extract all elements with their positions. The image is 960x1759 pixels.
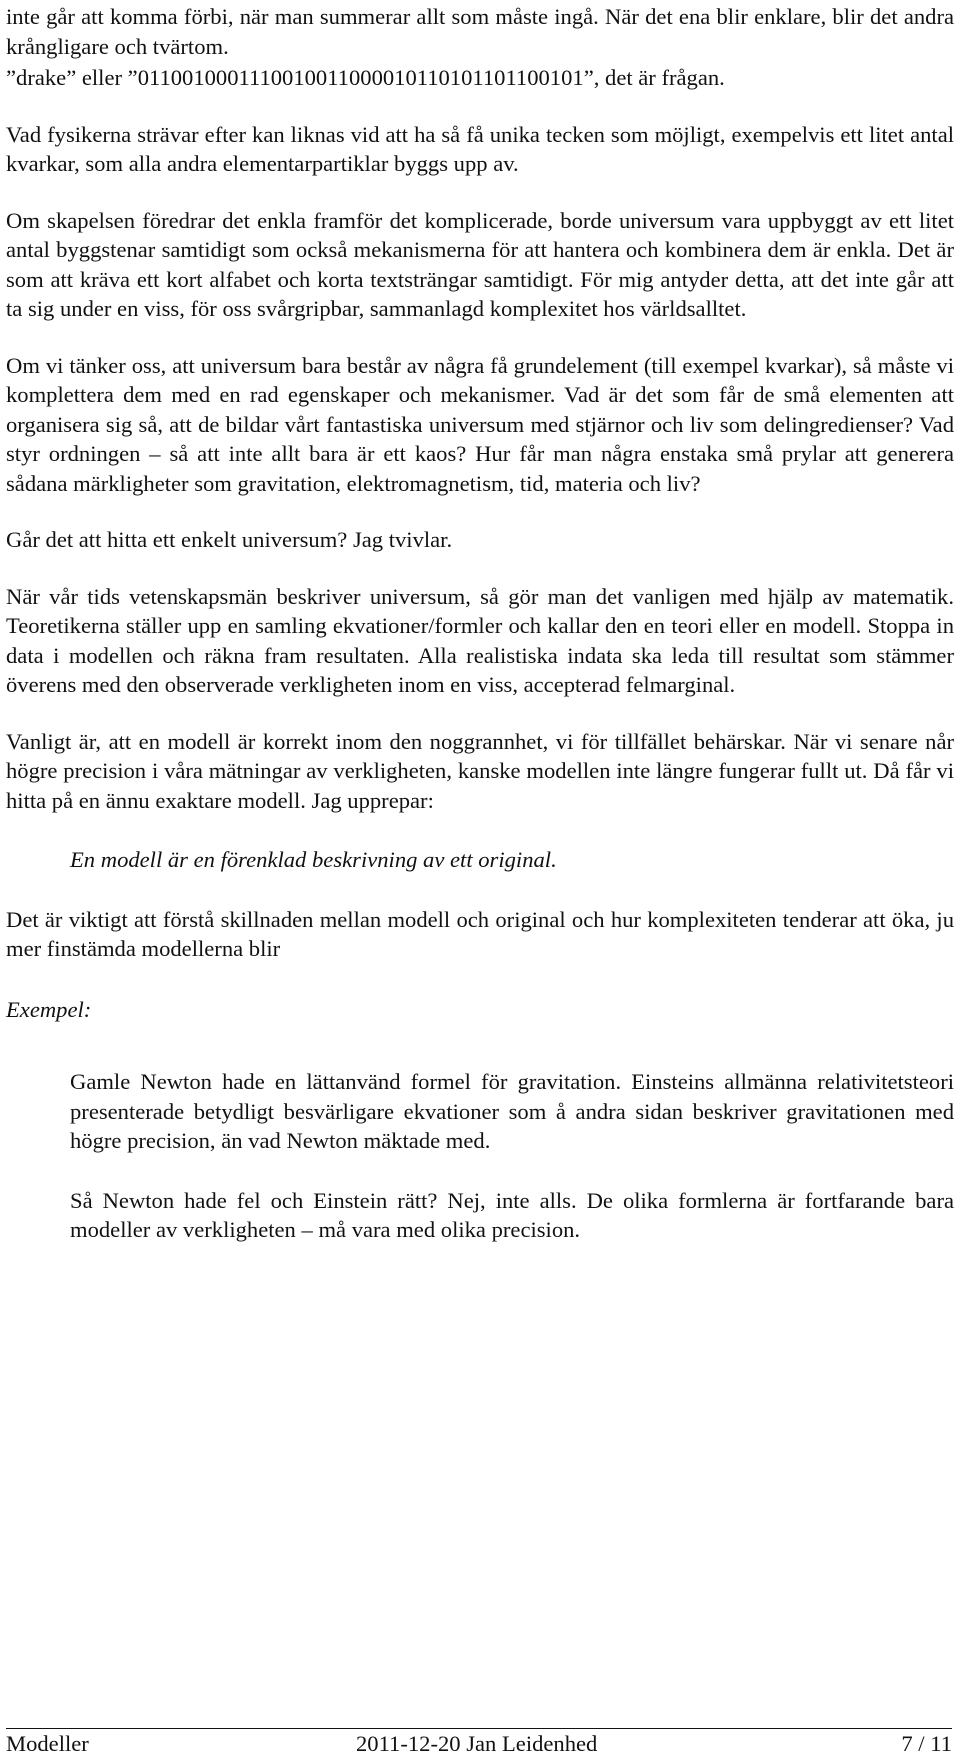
paragraph-simple-universe: Går det att hitta ett enkelt universum? Jag tvivlar. [6,527,453,552]
paragraph-universe-elements: Om vi tänker oss, att universum bara består av några få grundelement (till exempel kvarkar), så måste vi komplettera dem med en rad egenskaper och mekanismer. Vad är det som får de små elementen att organisera sig så, att de bildar vårt fantastiska universum med stjärnor och liv som delingredienser? Vad styr ordningen – så att inte allt bara är ett kaos? Hur får man några enstaka små prylar att generera sådana märkligheter som gravitation, elektromagnetism, tid, materia och liv? [6,352,954,496]
paragraph-scientists-math: När vår tids vetenskapsmän beskriver universum, så gör man det vanligen med hjälp av matematik. Teoretikerna ställer upp en samling ekvationer/formler och kallar den en teori eller en modell. Stoppa in data i modellen och räkna fram resultaten. Alla realistiska indata ska leda till resultat som stämmer överens med den observerade verkligheten inom en viss, accepterad felmarginal. [6,583,954,697]
footer-title: Modeller [6,1731,89,1756]
paragraph-newton-wrong: Så Newton hade fel och Einstein rätt? Nej, inte alls. De olika formlerna är fortfarande bara modeller av verkligheten – må vara med olika precision. [70,1187,954,1242]
page-footer [6,1728,952,1759]
quote-model-definition: En modell är en förenklad beskrivning av ett original. [70,847,557,872]
paragraph-newton-einstein: Gamle Newton hade en lättanvänd formel för gravitation. Einsteins allmänna relativitetsteori presenterade betydligt besvärligare ekvationer som å andra sidan beskriver gravitationen med högre precision, än vad Newton mäktade med. [70,1069,954,1153]
paragraph-drake-binary: ”drake” eller ”0110010001110010011000010110101101100101”, det är frågan. [6,65,725,90]
paragraph-model-precision: Vanligt är, att en modell är korrekt inom den noggrannhet, vi för tillfället behärskar. När vi senare når högre precision i våra mätningar av verkligheten, kanske modellen inte längre fungerar fullt ut. Då får vi hitta på en ännu exaktare modell. Jag upprepar: [6,728,954,813]
footer-page-number: 7 / 11 [901,1731,952,1756]
paragraph-creation: Om skapelsen föredrar det enkla framför det komplicerade, borde universum vara uppbyggt av ett litet antal byggstenar samtidigt som också mekanismerna för att hantera och kombinera dem är enkla. Det är som att kräva ett kort alfabet och korta textsträngar samtidigt. För mig antyder detta, att det inte går att ta sig under en viss, för oss svårgripbar, sammanlagd komplexitet hos världsalltet. [6,207,954,321]
paragraph-physicists: Vad fysikerna strävar efter kan liknas vid att ha så få unika tecken som möjligt, exempelvis ett litet antal kvarkar, som alla andra elementarpartiklar byggs upp av. [6,121,954,176]
example-heading: Exempel: [6,996,92,1022]
paragraph-intro-continuation: inte går att komma förbi, när man summerar allt som måste ingå. När det ena blir enklare, blir det andra krångligare och tvärtom. [6,4,954,59]
document-page [6,0,954,1245]
footer-date-author: 2011-12-20 Jan Leidenhed [356,1731,598,1756]
paragraph-model-vs-original: Det är viktigt att förstå skillnaden mellan modell och original och hur komplexiteten tenderar att öka, ju mer finstämda modellerna blir [6,906,954,961]
